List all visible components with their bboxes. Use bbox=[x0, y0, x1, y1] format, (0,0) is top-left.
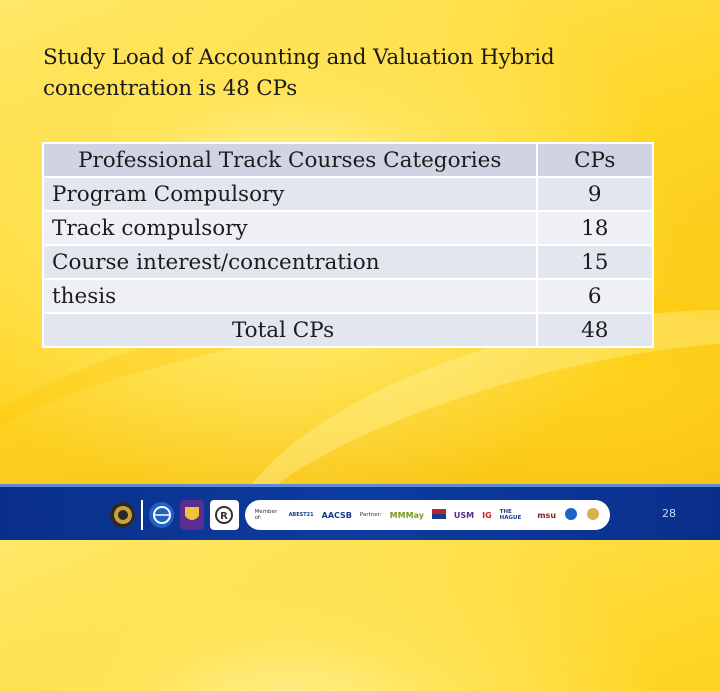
table-row bbox=[43, 245, 653, 279]
row-category: Course interest/concentration bbox=[43, 245, 537, 279]
partner-label: Partner: bbox=[359, 512, 382, 518]
title-line-2: concentration is 48 CPs bbox=[43, 76, 298, 101]
footer-logos bbox=[110, 497, 610, 533]
total-label: Total CPs bbox=[43, 313, 537, 347]
aacsb-logo: AACSB bbox=[321, 510, 352, 520]
page-number: 28 bbox=[662, 507, 676, 520]
header-cps: CPs bbox=[537, 143, 654, 177]
row-cps: 9 bbox=[537, 177, 654, 211]
flag-logo-icon bbox=[432, 509, 446, 521]
svg-text:R: R bbox=[220, 511, 228, 522]
table-total-row bbox=[43, 313, 653, 347]
table-header-row bbox=[43, 143, 653, 177]
table-row bbox=[43, 279, 653, 313]
the-hague-logo: THE HAGUE bbox=[499, 509, 522, 521]
study-load-table bbox=[42, 142, 654, 348]
row-cps: 18 bbox=[537, 211, 654, 245]
usm-logo: USM bbox=[453, 510, 475, 520]
mmmay-logo: MMMay bbox=[389, 510, 424, 520]
table-row bbox=[43, 177, 653, 211]
row-category: thesis bbox=[43, 279, 537, 313]
member-partner-logos bbox=[245, 500, 610, 530]
round-partner-logo-icon bbox=[564, 507, 578, 523]
msu-logo: msu bbox=[537, 510, 557, 520]
slide-title bbox=[43, 42, 603, 104]
certification-logo-icon bbox=[210, 500, 239, 530]
row-category: Program Compulsory bbox=[43, 177, 537, 211]
header-category: Professional Track Courses Categories bbox=[43, 143, 537, 177]
row-cps: 15 bbox=[537, 245, 654, 279]
ig-logo: IG bbox=[482, 510, 492, 520]
abest21-logo: ABEST21 bbox=[288, 512, 314, 518]
member-of-label: Member of: bbox=[254, 509, 278, 521]
row-category: Track compulsory bbox=[43, 211, 537, 245]
seal-partner-logo-icon bbox=[586, 507, 600, 523]
crest-logo-icon bbox=[180, 500, 203, 530]
table-row bbox=[43, 211, 653, 245]
globe-logo-icon bbox=[149, 502, 174, 528]
total-cps: 48 bbox=[537, 313, 654, 347]
row-cps: 6 bbox=[537, 279, 654, 313]
footer-separator bbox=[141, 500, 143, 530]
title-line-1: Study Load of Accounting and Valuation Hybrid bbox=[43, 45, 555, 70]
university-seal-icon bbox=[110, 502, 135, 528]
